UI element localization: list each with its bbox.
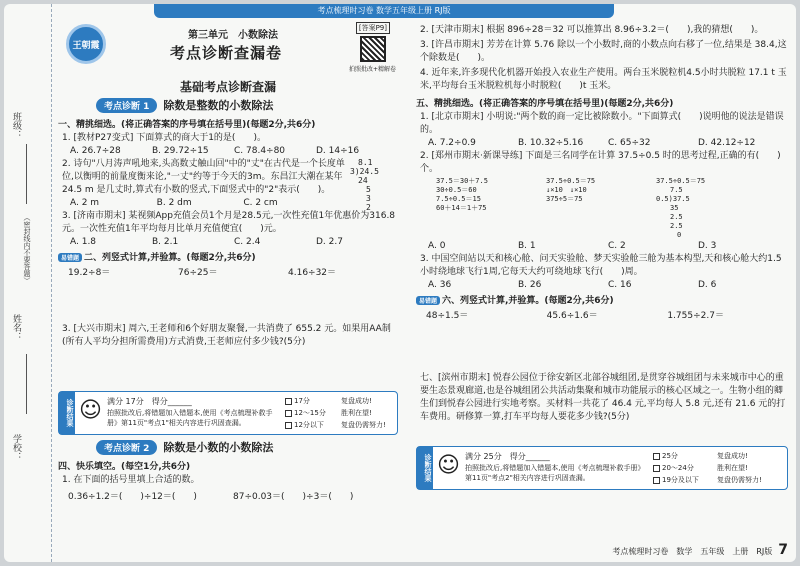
- name-label: 姓名：: [11, 314, 21, 341]
- rating: 复盘成功!: [341, 397, 372, 405]
- calc-item: 48÷1.5＝: [426, 311, 469, 321]
- rating: 复盘成功!: [717, 452, 748, 460]
- question: 1. 在下面的括号里填上合适的数。: [62, 475, 200, 485]
- question: 2. [郑州市期末·新课导练] 下面是三名同学在计算 37.5÷0.5 时的思考过程,正确的有( )个。: [420, 151, 781, 174]
- option[interactable]: C. 2.4: [234, 237, 261, 247]
- option[interactable]: D. 6: [698, 280, 717, 290]
- question: 3. [济南市期末] 某视频App充值会员1个月是28.5元,一次性充值1年优惠价为316.8元。一次性充值1年平均每月比单月充值便宜( )元。: [62, 211, 396, 234]
- page-footer: 考点梳理时习卷 数学 五年级 上册 RJ版 7: [612, 542, 788, 558]
- options: [428, 241, 788, 251]
- student-icon: ☺: [79, 398, 102, 423]
- left-column: [58, 22, 398, 558]
- method-b: 37.5÷0.5＝75 ↓×10 ↓×10 375÷5＝75: [546, 177, 596, 203]
- option[interactable]: B. 29.72÷15: [152, 146, 209, 156]
- option[interactable]: D. 42.12÷12: [698, 138, 756, 148]
- checkbox[interactable]: [285, 410, 292, 417]
- diagnosis-1-header: [96, 97, 398, 113]
- fill-blank[interactable]: 87÷0.03＝( )÷3＝( ): [233, 492, 354, 502]
- options: [428, 280, 788, 290]
- calc-row: [426, 308, 788, 370]
- top-strip: 考点梳理时习卷 数学五年级上册 RJ版: [154, 4, 614, 18]
- calc-item: 4.16÷32＝: [288, 268, 337, 278]
- option[interactable]: A. 0: [428, 241, 446, 251]
- checkbox[interactable]: [285, 422, 292, 429]
- checkbox[interactable]: [285, 398, 292, 405]
- methods: [436, 177, 788, 241]
- option[interactable]: A. 1.8: [70, 237, 97, 247]
- options: [428, 138, 788, 148]
- section-heading: 基础考点诊断查漏: [179, 80, 276, 94]
- option[interactable]: C. 2 cm: [243, 198, 278, 208]
- method-c: 37.5÷0.5＝75 7.5 0.5)37.5 35 2.5 2.5 0: [656, 177, 706, 239]
- question: 1. [教材P27变式] 下面算式的商大于1的是( )。: [62, 133, 266, 143]
- checkbox[interactable]: [653, 465, 660, 472]
- binding-margin: [4, 4, 52, 562]
- option[interactable]: C. 65÷32: [608, 138, 651, 148]
- option[interactable]: D. 14÷16: [316, 146, 360, 156]
- option[interactable]: B. 1: [518, 241, 536, 251]
- calc-item: 1.755÷2.7＝: [667, 311, 724, 321]
- calc-item: 76÷25＝: [178, 268, 218, 278]
- question: 2. 诗句"八月涛声吼地来,头高数丈触山回"中的"丈"在古代是一个长度单位,以衡明的前量度衡来论,"一丈"约等于今天的3m。东昌江大潮在某年 24.5 m 是几丈时,算式有小数的竖式,下面竖式中的"2"表示( )。: [62, 159, 345, 195]
- options: [70, 198, 330, 208]
- right-column: [416, 22, 788, 558]
- student-icon: ☺: [437, 453, 460, 478]
- rating: 复盘仍需努力!: [717, 476, 762, 484]
- option[interactable]: C. 2: [608, 241, 626, 251]
- score-box-2: 诊断结果 ☺ 满分 25分 得分______ 拍照批改后,将错题加入错题本,使用《考点梳理补救手册》第11页"考点2"相关内容进行巩固查漏。 25分 20～24分 19分及以下 复盘成功! 胜利在望! 复盘仍需努力!: [416, 446, 788, 490]
- option[interactable]: D. 3: [698, 241, 717, 251]
- page-number: 7: [778, 542, 788, 558]
- part1-title: 一、精挑细选。(将正确答案的序号填在括号里)(每题2分,共6分): [58, 120, 316, 130]
- checkbox[interactable]: [653, 453, 660, 460]
- option[interactable]: C. 16: [608, 280, 632, 290]
- page-title: 考点诊断查漏卷: [170, 44, 283, 62]
- option[interactable]: A. 2 m: [70, 198, 100, 208]
- option[interactable]: A. 7.2÷0.9: [428, 138, 476, 148]
- option[interactable]: B. 26: [518, 280, 542, 290]
- score-box-1: 诊断结果 ☺ 满分 17分 得分______ 拍照批改后,将错题加入错题本,使用《考点梳理补救手册》第11页"考点1"相关内容进行巩固查漏。 17分 12～15分 12分以下 复盘成功! 胜利在望! 复盘仍需努力!: [58, 391, 398, 435]
- class-label: 班级：: [11, 112, 21, 139]
- options: [70, 146, 398, 156]
- checkbox[interactable]: [653, 477, 660, 484]
- page-header: [58, 22, 398, 76]
- question: 七、[滨州市期末] 悦春公园位于徐安新区北部谷城组团,是贯穿谷城组团与未来城市中心的重要生态景观廊道,也是谷城组团公共活动集聚和城市功能展示的核心区域之一。生物小组的卿生们到悦春公园进行实地考察。买材料一共花了 46.4 元,平均每人 5.8 元,还有 21.6 元的打车费用。研修算一算,打车平均每人要花多少钱?(5分): [420, 373, 786, 422]
- seal-note: （密封线内不要答题）: [23, 214, 31, 284]
- worksheet-page: [4, 4, 796, 562]
- rating: 复盘仍需努力!: [341, 421, 386, 429]
- rating: 胜利在望!: [341, 409, 372, 417]
- fill-blank[interactable]: 0.36÷1.2＝( )÷12＝( ): [68, 492, 197, 502]
- option[interactable]: C. 78.4÷80: [234, 146, 286, 156]
- long-division: 8.1 3)24.5 24 5 3 2: [350, 158, 379, 212]
- option[interactable]: B. 2 dm: [156, 198, 192, 208]
- question: 3. [许昌市期末] 芳芳在计算 5.76 除以一个小数时,商的小数点向右移了一位,结果是 38.4,这个除数是( )。: [420, 40, 787, 63]
- diagnosis-name: 除数是整数的小数除法: [163, 99, 274, 112]
- part5-title: 五、精挑细选。(将正确答案的序号填在括号里)(每题2分,共6分): [416, 99, 674, 109]
- answer-page-ref: [答案P9]: [356, 22, 390, 34]
- question: 3. 中国空间站以天和核心舱、问天实验舱、梦天实验舱三舱为基本构型,天和核心舱大约1.5小时绕地球飞行1周,它每天大约可绕地球飞行( )周。: [420, 254, 782, 277]
- option[interactable]: B. 2.1: [152, 237, 179, 247]
- part6-title: 易错题 六、列竖式计算,并验算。(每题2分,共6分): [416, 293, 788, 306]
- rating: 胜利在望!: [717, 464, 748, 472]
- part4-title: 四、快乐填空。(每空1分,共6分): [58, 462, 191, 472]
- part2-title: 易错题 二、列竖式计算,并验算。(每题2分,共6分): [58, 250, 398, 263]
- brand-logo: 王朝霞: [66, 24, 106, 64]
- qr-note: 拍照批改+精解卷: [348, 66, 396, 73]
- school-label: 学校：: [11, 434, 21, 461]
- calc-item: 19.2÷8＝: [68, 268, 111, 278]
- option[interactable]: A. 36: [428, 280, 452, 290]
- unit-title: 第三单元 小数除法: [188, 30, 278, 41]
- question: 4. 近年来,许多现代化机器开始投入农业生产使用。两台玉米脱粒机4.5小时共脱粒 17.1 t 玉米,平均每台玉米脱粒机每小时脱粒( )t 玉米。: [420, 68, 787, 91]
- option[interactable]: D. 2.7: [316, 237, 343, 247]
- calc-row: [68, 265, 398, 321]
- options: [70, 237, 398, 247]
- diagnosis-2-header: 考点诊断 2 除数是小数的小数除法: [96, 439, 398, 455]
- diagnosis-tag: 考点诊断 1: [96, 98, 157, 113]
- calc-item: 45.6÷1.6＝: [546, 311, 598, 321]
- question: 1. [北京市期末] 小明说:"两个数的商一定比被除数小。"下面算式( )说明他的说法是错误的。: [420, 112, 784, 135]
- option[interactable]: A. 26.7÷28: [70, 146, 121, 156]
- qr-code-icon[interactable]: [360, 36, 386, 62]
- fill-blank-row: [68, 489, 398, 502]
- question: 3. [大兴市期末] 周六,王老师和6个好朋友聚餐,一共消费了 655.2 元。如果用AA制(所有人平均分担所需费用)方式消费,王老师应付多少钱?(5分): [62, 324, 391, 347]
- option[interactable]: B. 10.32÷5.16: [518, 138, 584, 148]
- method-a: 37.5＝30＋7.5 30÷0.5＝60 7.5÷0.5＝15 60＋14＝1＋75: [436, 177, 488, 212]
- question: 2. [天津市期末] 根据 896÷28＝32 可以推算出 8.96÷3.2＝( ),我的猜想( )。: [420, 25, 764, 35]
